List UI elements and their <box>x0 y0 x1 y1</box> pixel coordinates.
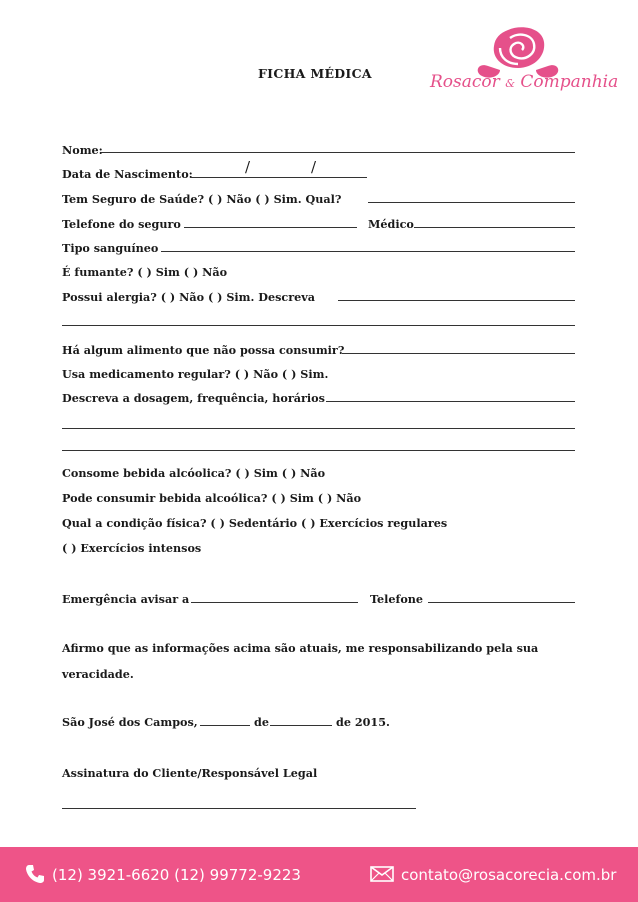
doctor-label: Médico <box>368 217 414 231</box>
rose-logo-icon <box>430 22 590 106</box>
allergy-field[interactable] <box>338 300 575 301</box>
footer-email[interactable]: contato@rosacorecia.com.br <box>401 866 617 884</box>
doctor-field[interactable] <box>414 227 575 228</box>
footer-phones[interactable]: (12) 3921-6620 (12) 99772-9223 <box>52 866 301 884</box>
food-field[interactable] <box>342 353 575 354</box>
insurance-question: Tem Seguro de Saúde? ( ) Não ( ) Sim. Qual? <box>62 192 342 206</box>
phone-icon <box>25 864 45 884</box>
dosage-label: Descreva a dosagem, frequência, horários <box>62 391 325 405</box>
fitness-question: Qual a condição física? ( ) Sedentário ( ) Exercícios regulares <box>62 516 448 530</box>
signature-label: Assinatura do Cliente/Responsável Legal <box>62 766 318 780</box>
blood-type-label: Tipo sanguíneo <box>62 241 159 255</box>
dosage-field-line-3[interactable] <box>62 450 575 451</box>
insurance-field[interactable] <box>368 202 575 203</box>
day-field[interactable] <box>200 725 250 726</box>
month-field[interactable] <box>270 725 332 726</box>
medication-question: Usa medicamento regular? ( ) Não ( ) Sim. <box>62 367 329 381</box>
brand-name: Rosacor & Companhia <box>430 72 619 92</box>
alcohol-allowed-question: Pode consumir bebida alcoólica? ( ) Sim ( ) Não <box>62 491 362 505</box>
allergy-question: Possui alergia? ( ) Não ( ) Sim. Descreva <box>62 290 315 304</box>
alcohol-question: Consome bebida alcóolica? ( ) Sim ( ) Não <box>62 466 326 480</box>
name-label: Nome: <box>62 143 103 157</box>
footer-bar <box>0 847 638 902</box>
emergency-phone-label: Telefone <box>370 592 424 606</box>
dosage-field[interactable] <box>326 401 575 402</box>
place-label: São José dos Campos, <box>62 715 198 729</box>
date-separator: / <box>311 158 317 176</box>
signature-field[interactable] <box>62 808 416 809</box>
emergency-field[interactable] <box>191 602 358 603</box>
envelope-icon <box>370 866 394 882</box>
smoker-question: É fumante? ( ) Sim ( ) Não <box>62 265 228 279</box>
food-question: Há algum alimento que não possa consumir? <box>62 343 345 357</box>
insurance-phone-field[interactable] <box>184 227 357 228</box>
emergency-label: Emergência avisar a <box>62 592 190 606</box>
name-field[interactable] <box>101 152 575 153</box>
de-label: de <box>254 715 269 729</box>
allergy-field-line-2[interactable] <box>62 325 575 326</box>
emergency-phone-field[interactable] <box>428 602 575 603</box>
fitness-intense-option: ( ) Exercícios intensos <box>62 541 202 555</box>
insurance-phone-label: Telefone do seguro <box>62 217 181 231</box>
declaration-text-2: veracidade. <box>62 667 134 681</box>
declaration-text: Afirmo que as informações acima são atuais, me responsabilizando pela sua <box>62 641 539 655</box>
dosage-field-line-2[interactable] <box>62 428 575 429</box>
birthdate-label: Data de Nascimento: <box>62 167 193 181</box>
year-label: de 2015. <box>336 715 390 729</box>
date-separator: / <box>245 158 251 176</box>
blood-type-field[interactable] <box>161 251 575 252</box>
birthdate-field[interactable] <box>190 177 367 178</box>
form-title: FICHA MÉDICA <box>258 66 372 81</box>
